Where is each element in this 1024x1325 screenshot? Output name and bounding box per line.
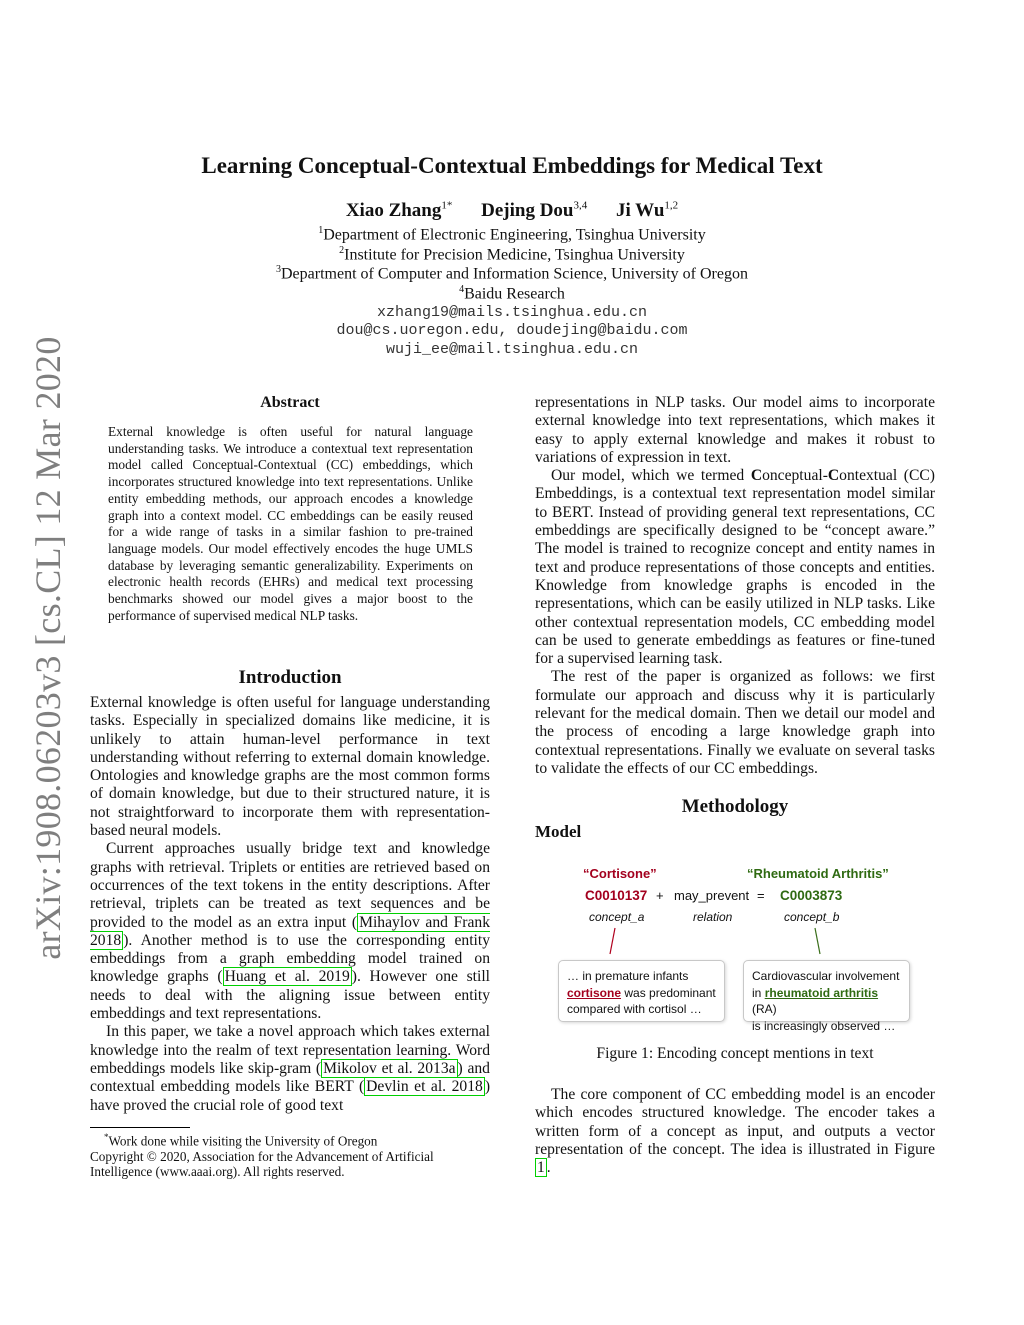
abstract-text: External knowledge is often useful for natural language understanding tasks. We introduce a contextual text representation model called Conceptual-Contextual (CC) embeddings, which incorporates structured knowledge into text representations. Unlike entity embedding methods, our approach encodes a knowledge graph into a context model. CC embeddings can be easily reused for a wide range of tasks in a similar fashion to pre-trained language models. Our model effectively encodes the huge UMLS database by leveraging semantic generalizability. Experiments on electronic health records (EHRs) and medical text processing benchmarks showed our model gives a major boost to the performance of supervised medical NLP tasks.	[108, 424, 473, 623]
concept-b-mention: rheumatoid arthritis	[764, 985, 879, 1000]
footnote-copyright: Copyright © 2020, Association for the Advancement of Artificial Intelligence (www.aaai.org). All rights reserved.	[90, 1148, 434, 1180]
citation-link[interactable]: Devlin et al. 2018	[366, 1078, 483, 1096]
author: Dejing Dou$^{3,4}$	[481, 200, 588, 222]
model-subheading: Model	[535, 822, 582, 841]
context-box-a	[558, 960, 725, 1022]
concept-b-label: concept_b	[784, 910, 840, 924]
concept-b-name: “Rheumatoid Arthritis”	[747, 866, 889, 881]
affiliation: $^2$Institute for Precision Medicine, Tsinghua University	[339, 245, 685, 264]
paragraph: Current approaches usually bridge text and knowledge graphs with retrieval. Triplets or entities are retrieved based on occurrences of the text tokens in the entity descriptions. After retrieval, triplets can be treated as text sequences and be provided to the model as an extra input ( Mihaylov and Frank 2018 ). Another method is to use the corresponding entity embeddings from a graph embedding model trained on knowledge graphs ( Huang et al. 2019 ). However one still needs to deal with the aligning issue between entity embeddings and text representations.	[90, 840, 490, 1023]
methodology-heading: Methodology	[681, 796, 789, 817]
paragraph: The rest of the paper is organized as follows: we first formulate our approach and discuss why it is particularly relevant for the medical domain. Then we detail our model and the process of encoding a large knowledge graph into contextual representations. Finally we evaluate on several tasks to validate the effects of our CC embeddings.	[535, 668, 935, 777]
concept-a-mention: cortisone	[567, 985, 622, 1000]
arxiv-identifier: arXiv:1908.06203v3 [cs.CL] 12 Mar 2020	[28, 336, 68, 960]
concept-a-label: concept_a	[589, 910, 645, 924]
footnote	[90, 1130, 490, 1180]
figure-caption: Figure 1: Encoding concept mentions in text	[596, 1045, 874, 1062]
concept-b-id: C0003873	[780, 888, 843, 903]
citation-link[interactable]: Huang et al. 2019	[224, 968, 350, 986]
connector-b	[815, 928, 820, 954]
citation-link[interactable]: Mikolov et al. 2013a	[323, 1059, 456, 1077]
context-box-b	[743, 960, 910, 1033]
figure-reference-link[interactable]: 1	[537, 1159, 545, 1177]
paragraph: The core component of CC embedding model is an encoder which encodes structured knowledge. The encoder takes a written form of a concept as input, and outputs a vector representation of the concept. The idea is illustrated in Figure 1 .	[535, 1086, 935, 1177]
relation-label: relation	[693, 910, 733, 924]
email: xzhang19@mails.tsinghua.edu.cn	[376, 304, 648, 321]
footnote-rule	[90, 1127, 190, 1128]
email: dou@cs.uoregon.edu, doudejing@baidu.com	[336, 322, 688, 339]
box-b-line: is increasingly observed …	[752, 1018, 896, 1033]
author: Ji Wu$^{1,2}$	[616, 200, 679, 222]
introduction-body	[90, 694, 490, 1115]
email: wuji_ee@mail.tsinghua.edu.cn	[385, 341, 639, 358]
concept-a-id: C0010137	[585, 888, 648, 903]
connector-lines	[535, 860, 935, 960]
affiliation: $^3$Department of Computer and Information Science, University of Oregon	[276, 264, 748, 283]
right-column-continued	[535, 1086, 935, 1177]
equals-sign: =	[757, 888, 765, 903]
connector-a	[610, 928, 615, 954]
affiliation: $^4$Baidu Research	[459, 284, 565, 303]
author: Xiao Zhang$^{1*}$	[345, 200, 453, 222]
figure-1	[535, 860, 935, 1035]
right-column-body	[535, 394, 935, 778]
box-a-line: cortisone was predominant	[567, 985, 716, 1000]
relation-name: may_prevent	[674, 888, 750, 903]
paragraph: representations in NLP tasks. Our model aims to incorporate external knowledge into text representations, which makes it easy to apply external knowledge and makes it robust to variations of expression in text.	[535, 394, 935, 466]
footnote-work: *Work done while visiting the University of Oregon	[104, 1132, 378, 1149]
plus-sign: +	[656, 888, 664, 903]
paragraph: In this paper, we take a novel approach which takes external knowledge into the realm of text representation learning. Word embeddings models like skip-gram ( Mikolov et al. 2013a ) and contextual embedding models like BERT ( Devlin et al. 2018 ) have proved the crucial role of good text	[90, 1023, 491, 1114]
paragraph: Our model, which we termed Conceptual-Contextual (CC) Embeddings, is a contextual text representation model similar to BERT. Instead of providing general text representations, CC embeddings are specifically designed to be “concept aware.” The model is trained to recognize concept and entity names in text and produce representations of those concepts and entities. Knowledge from knowledge graphs is encoded in the representations, which can be easily utilized in NLP tasks. Like other contextual representation models, CC embedding model can be used to generate embeddings as features or fine-tuned for a supervised learning task.	[535, 467, 935, 668]
box-a-line: … in premature infants	[567, 969, 689, 983]
introduction-heading: Introduction	[238, 667, 342, 688]
abstract-heading: Abstract	[260, 394, 320, 411]
paper-title: Learning Conceptual-Contextual Embeddings for Medical Text	[201, 153, 823, 178]
author-list	[0, 200, 1024, 222]
affiliation: $^1$Department of Electronic Engineering, Tsinghua University	[318, 225, 706, 244]
citation-link[interactable]: Mihaylov and Frank 2018	[90, 913, 490, 949]
box-b-line: Cardiovascular involvement	[752, 969, 900, 983]
paragraph: External knowledge is often useful for language understanding tasks. Especially in specialized domains like medicine, it is unlikely to attain human-level performance in text understanding without referring to external domain knowledge. Ontologies and knowledge graphs are the most common forms of domain knowledge, but due to their structured nature, it is not straightforward to incorporate them with representation-based neural models.	[90, 694, 490, 840]
box-b-line: in rheumatoid arthritis (RA)	[752, 985, 879, 1016]
box-a-line: compared with cortisol …	[567, 1002, 702, 1016]
concept-a-name: “Cortisone”	[583, 866, 657, 881]
